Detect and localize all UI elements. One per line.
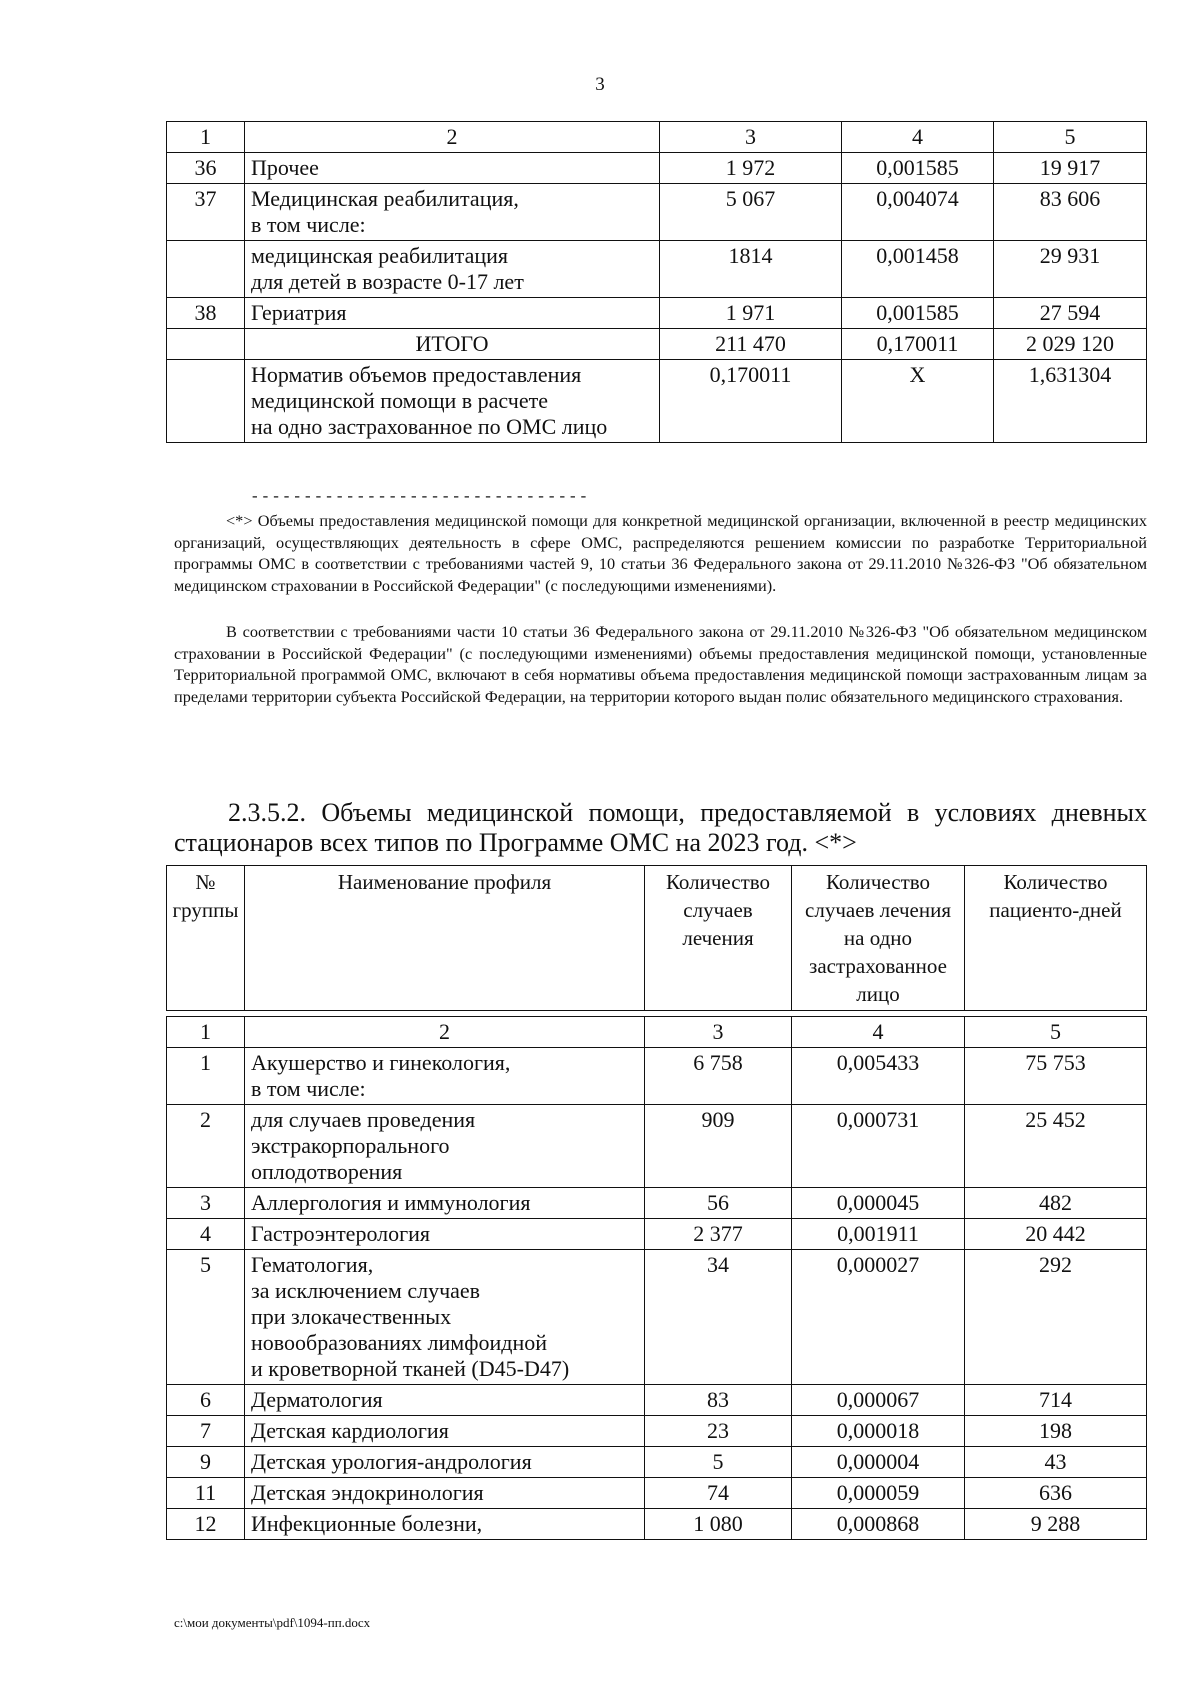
cell: Инфекционные болезни, [245,1509,645,1540]
cell: 1,631304 [994,360,1147,443]
table-row [167,1188,1147,1219]
table-row [167,184,1147,241]
header-cell: 3 [660,122,842,153]
header-cell: 2 [245,1017,645,1048]
cell: 2 029 120 [994,329,1147,360]
cell: 3 [167,1188,245,1219]
cell: 714 [965,1385,1147,1416]
cell: 20 442 [965,1219,1147,1250]
cell: 0,000027 [792,1250,965,1385]
cell: 56 [645,1188,792,1219]
cell: 23 [645,1416,792,1447]
cell: 5 067 [660,184,842,241]
footnote-separator: -------------------------------- [250,488,590,506]
cell: 0,000067 [792,1385,965,1416]
cell: 2 [167,1105,245,1188]
column-header: Наименование профиля [245,866,645,1011]
table-row [167,1478,1147,1509]
table-row [167,153,1147,184]
cell: 0,170011 [660,360,842,443]
cell: 25 452 [965,1105,1147,1188]
cell: 1 080 [645,1509,792,1540]
cell: Гематология, за исключением случаев при злокачественных новообразованиях лимфоидной и кроветворной тканей (D45-D47) [245,1250,645,1385]
cell: 2 377 [645,1219,792,1250]
cell [167,241,245,298]
cell: Прочее [245,153,660,184]
cell: 75 753 [965,1048,1147,1105]
cell [167,329,245,360]
header-cell: 3 [645,1017,792,1048]
cell: X [842,360,994,443]
cell: 12 [167,1509,245,1540]
cell: Детская эндокринология [245,1478,645,1509]
table-row [167,1385,1147,1416]
section-title: 2.3.5.2. Объемы медицинской помощи, предоставляемой в условиях дневных стационаров всех типов по Программе ОМС на 2023 год. <*> [174,798,1147,857]
table-row [167,298,1147,329]
cell: Детская кардиология [245,1416,645,1447]
cell: 0,000018 [792,1416,965,1447]
cell: 34 [645,1250,792,1385]
cell: Гериатрия [245,298,660,329]
cell: 0,000045 [792,1188,965,1219]
table-row [167,1048,1147,1105]
table-row [167,1219,1147,1250]
cell: Норматив объемов предоставления медицинской помощи в расчете на одно застрахованное по ОМС лицо [245,360,660,443]
column-header: № группы [167,866,245,1011]
cell: 198 [965,1416,1147,1447]
table-row [167,1250,1147,1385]
cell: 37 [167,184,245,241]
cell: 211 470 [660,329,842,360]
header-cell: 1 [167,122,245,153]
cell: Аллергология и иммунология [245,1188,645,1219]
header-cell: 4 [792,1017,965,1048]
cell: 83 606 [994,184,1147,241]
table-row [167,241,1147,298]
cell: 0,001458 [842,241,994,298]
column-header: Количество пациенто-дней [965,866,1147,1011]
cell: Детская урология-андрология [245,1447,645,1478]
cell: 0,000868 [792,1509,965,1540]
cell: 0,001585 [842,298,994,329]
cell: 1 972 [660,153,842,184]
cell: 0,000004 [792,1447,965,1478]
cell: Гастроэнтерология [245,1219,645,1250]
cell: медицинская реабилитация для детей в возрасте 0-17 лет [245,241,660,298]
cell: 0,004074 [842,184,994,241]
header-cell: 5 [965,1017,1147,1048]
cell: 1 [167,1048,245,1105]
table-total-row [167,329,1147,360]
cell: 36 [167,153,245,184]
cell: Акушерство и гинекология, в том числе: [245,1048,645,1105]
table-header-numbering [167,1017,1147,1048]
table-header [166,865,1147,1011]
column-header: Количество случаев лечения на одно застрахованное лицо [792,866,965,1011]
cell: ИТОГО [245,329,660,360]
cell [167,360,245,443]
table-header-numbering [167,122,1147,153]
cell: 909 [645,1105,792,1188]
cell: Медицинская реабилитация, в том числе: [245,184,660,241]
header-cell: 4 [842,122,994,153]
cell: 27 594 [994,298,1147,329]
cell: 482 [965,1188,1147,1219]
cell: 1814 [660,241,842,298]
header-cell: 5 [994,122,1147,153]
cell: 636 [965,1478,1147,1509]
cell: 43 [965,1447,1147,1478]
cell: 9 [167,1447,245,1478]
cell: 0,000731 [792,1105,965,1188]
column-header: Количество случаев лечения [645,866,792,1011]
cell: 38 [167,298,245,329]
table-row [167,1509,1147,1540]
cell: 0,000059 [792,1478,965,1509]
table-body [166,1016,1147,1540]
header-cell: 1 [167,1017,245,1048]
cell: 0,001911 [792,1219,965,1250]
cell: 83 [645,1385,792,1416]
cell: 292 [965,1250,1147,1385]
cell: 0,170011 [842,329,994,360]
table-continued [166,121,1147,443]
cell: 6 [167,1385,245,1416]
cell: 11 [167,1478,245,1509]
file-path-footer: c:\мои документы\pdf\1094-пп.docx [174,1615,371,1630]
table-row [167,1416,1147,1447]
cell: 5 [167,1250,245,1385]
cell: Дерматология [245,1385,645,1416]
page-number: 3 [595,74,605,95]
table-row [167,1447,1147,1478]
cell: 0,001585 [842,153,994,184]
cell: 29 931 [994,241,1147,298]
footnote-paragraph: В соответствии с требованиями части 10 статьи 36 Федерального закона от 29.11.2010 №326-ФЗ "Об обязательном медицинском страховании в Российской Федерации" (с последующими изменениями) объемы предоставления медицинской помощи, установленные Территориальной программой ОМС, включают в себя нормативы объема предоставления медицинской помощи застрахованным лицам за пределами территории субъекта Российской Федерации, на территории которого выдан полис обязательного медицинского страхования. [174,622,1147,706]
cell: 7 [167,1416,245,1447]
cell: 1 971 [660,298,842,329]
cell: 74 [645,1478,792,1509]
cell: 0,005433 [792,1048,965,1105]
header-cell: 2 [245,122,660,153]
footnote-paragraph: <*> Объемы предоставления медицинской помощи для конкретной медицинской организации, включенной в реестр медицинских организаций, осуществляющих деятельность в сфере ОМС, распределяются решением комиссии по разработке Территориальной программы ОМС в соответствии с требованиями частей 9, 10 статьи 36 Федерального закона от 29.11.2010 №326-ФЗ "Об обязательном медицинском страховании в Российской Федерации" (с последующими изменениями). [174,511,1147,595]
cell: 4 [167,1219,245,1250]
cell: 6 758 [645,1048,792,1105]
column-headers [167,866,1147,1011]
cell: 9 288 [965,1509,1147,1540]
table-row [167,1105,1147,1188]
cell: 5 [645,1447,792,1478]
table-norm-row [167,360,1147,443]
cell: для случаев проведения экстракорпорального оплодотворения [245,1105,645,1188]
cell: 19 917 [994,153,1147,184]
